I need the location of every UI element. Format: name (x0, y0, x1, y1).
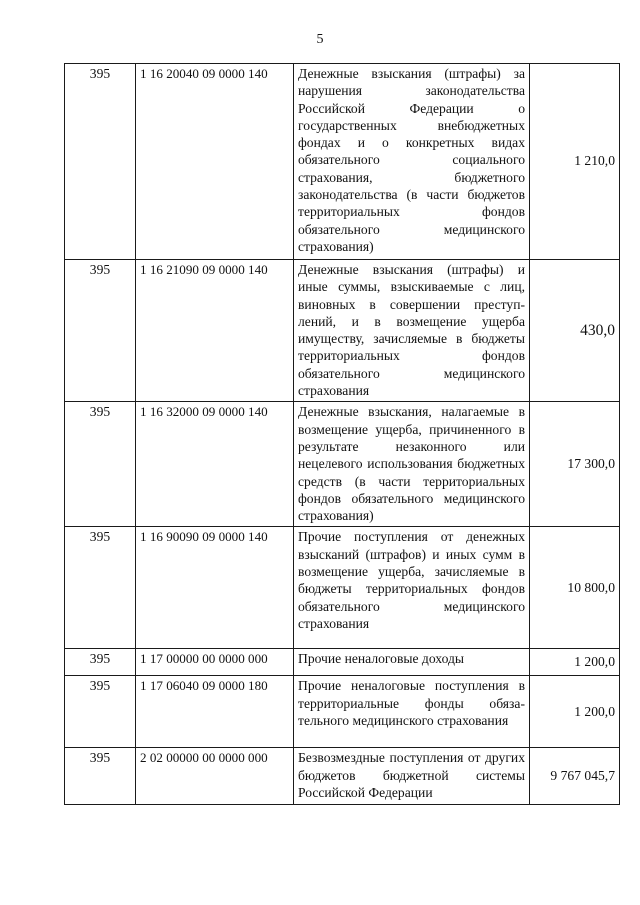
amount-cell: 1 210,0 (530, 64, 620, 260)
admin-code-cell: 395 (65, 527, 136, 649)
revenue-name-cell: Денежные взыскания (штрафы) и иные суммы, взыскиваемые с лиц, виновных в совершении преступлений, и в возмещение ущерба имуществу, зачисляемые в бюджеты территориальных фондов обязательного медицинского страхования (294, 260, 530, 402)
budget-classification-code-cell: 1 16 20040 09 0000 140 (136, 64, 294, 260)
table-row (65, 64, 620, 260)
revenue-name-cell: Денежные взыскания, налагаемые в возмещение ущерба, причиненного в результате незаконного или нецелевого использования бюджетных средств (в части территориальных фондов обязательного медицинского страхования) (294, 402, 530, 527)
admin-code-cell: 395 (65, 676, 136, 748)
table-row (65, 649, 620, 676)
table-row (65, 748, 620, 805)
admin-code-cell: 395 (65, 260, 136, 402)
revenue-name-cell: Безвозмездные поступления от других бюджетов бюджетной системы Российской Федерации (294, 748, 530, 805)
amount-cell: 1 200,0 (530, 676, 620, 748)
amount-cell: 430,0 (530, 260, 620, 402)
admin-code-cell: 395 (65, 64, 136, 260)
budget-classification-code-cell: 1 16 90090 09 0000 140 (136, 527, 294, 649)
page-number: 5 (316, 32, 324, 47)
amount-cell: 17 300,0 (530, 402, 620, 527)
amount-cell: 10 800,0 (530, 527, 620, 649)
budget-classification-code-cell: 1 17 06040 09 0000 180 (136, 676, 294, 748)
table-row (65, 676, 620, 748)
revenue-table (64, 63, 620, 805)
budget-classification-code-cell: 2 02 00000 00 0000 000 (136, 748, 294, 805)
revenue-name-cell: Денежные взыскания (штрафы) за нарушения законодательства Российской Федерации о государственных внебюджетных фондах и о конкретных видах обязательного социального страхования, бюджетного законодательства (в части бюджетов территориальных фондов обязательного медицинского страхования) (294, 64, 530, 260)
table-row (65, 527, 620, 649)
budget-classification-code-cell: 1 16 21090 09 0000 140 (136, 260, 294, 402)
admin-code-cell: 395 (65, 402, 136, 527)
revenue-name-cell: Прочие неналоговые поступления в территориальные фонды обязательного медицинского страхования (294, 676, 530, 748)
revenue-name-cell: Прочие неналоговые доходы (294, 649, 530, 676)
budget-classification-code-cell: 1 17 00000 00 0000 000 (136, 649, 294, 676)
revenue-name-cell: Прочие поступления от денежных взысканий (штрафов) и иных сумм в возмещение ущерба, зачисляемые в бюджеты территориальных фондов обязательного медицинского страхования (294, 527, 530, 649)
table-row (65, 260, 620, 402)
table-row (65, 402, 620, 527)
admin-code-cell: 395 (65, 649, 136, 676)
amount-cell: 1 200,0 (530, 649, 620, 676)
budget-classification-code-cell: 1 16 32000 09 0000 140 (136, 402, 294, 527)
admin-code-cell: 395 (65, 748, 136, 805)
amount-cell: 9 767 045,7 (530, 748, 620, 805)
